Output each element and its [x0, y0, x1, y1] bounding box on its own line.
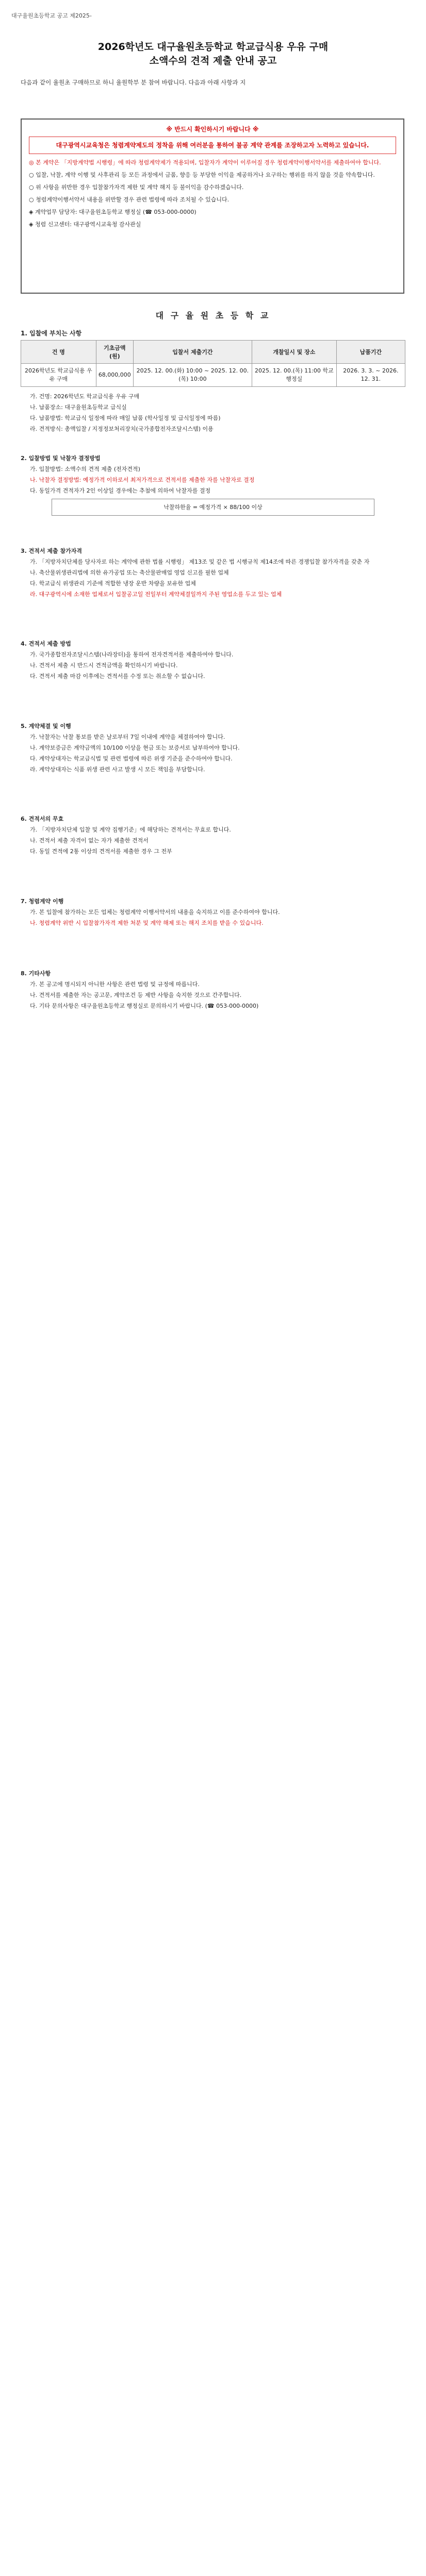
- org-name: 대 구 율 원 초 등 학 교: [155, 311, 271, 320]
- body-line: 나. 낙찰자 결정방법: 예정가격 이하로서 최저가격으로 견적서를 제출한 자를 낙찰자로 결정: [30, 477, 255, 483]
- body-line: 나. 견적서를 제출한 자는 공고문, 계약조건 등 제반 사항을 숙지한 것으로 간주합니다.: [30, 992, 242, 998]
- body-line: 라. 견적방식: 총액입찰 / 지정정보처리장치(국가종합전자조달시스템) 이용: [30, 426, 214, 432]
- body-line: 가. 「지방자치단체 입찰 및 계약 집행기준」에 해당하는 견적서는 무효로 합니다.: [30, 826, 231, 833]
- schedule-cell: 2025. 12. 00.(화) 10:00 ~ 2025. 12. 00.(목) 10:00: [133, 364, 252, 387]
- body-line: 가. 본 입찰에 참가하는 모든 업체는 청렴계약 이행서약서의 내용을 숙지하고 이를 준수하여야 합니다.: [30, 909, 280, 916]
- title-line-1: 2026학년도 대구율원초등학교 학교급식용 우유 구매: [97, 41, 329, 53]
- body-line: 가. 낙찰자는 낙찰 통보를 받은 날로부터 7일 이내에 계약을 체결하여야 합니다.: [30, 734, 225, 740]
- section-3: [21, 546, 405, 600]
- schedule-cell: 2026학년도 학교급식용 우유 구매: [21, 364, 96, 387]
- integrity-notice-box: [21, 118, 404, 294]
- section-title: 4. 견적서 제출 방법: [21, 640, 71, 647]
- schedule-cell: 68,000,000: [96, 364, 133, 387]
- body-line: 나. 청렴계약 위반 시 입찰참가자격 제한 처분 및 계약 해제 또는 해지 조치를 받을 수 있습니다.: [30, 920, 264, 926]
- body-line: 나. 축산물위생관리법에 의한 유가공업 또는 축산물판매업 영업 신고를 필한 업체: [30, 569, 229, 576]
- body-line: 가. 「지방자치단체를 당사자로 하는 계약에 관한 법률 시행령」 제13조 및 같은 법 시행규칙 제14조에 따른 경쟁입찰 참가자격을 갖춘 자: [30, 558, 370, 565]
- section-title: 7. 청렴계약 이행: [21, 898, 64, 905]
- schedule-header-cell: 납품기간: [336, 341, 405, 364]
- section-6: [21, 814, 405, 857]
- body-line: 라. 대구광역시에 소재한 업체로서 입찰공고일 전일부터 계약체결일까지 주된 영업소를 두고 있는 업체: [30, 591, 282, 598]
- body-line: 다. 기타 문의사항은 대구율원초등학교 행정실로 문의하시기 바랍니다. (☎ 053-000-0000): [30, 1003, 259, 1009]
- body-line: 다. 동일가격 견적자가 2인 이상일 경우에는 추첨에 의하여 낙찰자를 결정: [30, 487, 211, 494]
- notice-p3: ○ 위 사항을 위반한 경우 입찰참가자격 제한 및 계약 해지 등 불이익을 감수하겠습니다.: [29, 184, 244, 191]
- body-line: 가. 본 공고에 명시되지 아니한 사항은 관련 법령 및 규정에 따릅니다.: [30, 981, 200, 988]
- body-line: 다. 견적서 제출 마감 이후에는 견적서를 수정 또는 취소할 수 없습니다.: [30, 673, 205, 680]
- section-8: [21, 969, 405, 1012]
- header-note: 대구율원초등학교 공고 제2025-: [11, 12, 92, 19]
- body-line: 라. 계약상대자는 식품 위생 관련 사고 발생 시 모든 책임을 부담합니다.: [30, 766, 205, 773]
- body-line: 가. 건명: 2026학년도 학교급식용 우유 구매: [30, 393, 140, 400]
- section-title: 6. 견적서의 무효: [21, 816, 64, 822]
- section-1-details: [21, 392, 405, 435]
- document-title: [62, 40, 364, 68]
- section-title: 8. 기타사항: [21, 970, 51, 977]
- schedule-row: [21, 364, 405, 387]
- schedule-table: [21, 340, 405, 387]
- section-2: [21, 453, 405, 519]
- schedule-cell: 2025. 12. 00.(목) 11:00 학교 행정실: [252, 364, 336, 387]
- schedule-header-cell: 건 명: [21, 341, 96, 364]
- notice-title: ※ 반드시 확인하시기 바랍니다 ※: [166, 126, 259, 133]
- body-line: 다. 학교급식 위생관리 기준에 적합한 냉장 운반 차량을 보유한 업체: [30, 580, 196, 587]
- notice-p2: ○ 입찰, 낙찰, 계약 이행 및 사후관리 등 모든 과정에서 금품, 향응 등 부당한 이익을 제공하거나 요구하는 행위를 하지 않을 것을 약속합니다.: [29, 172, 375, 178]
- title-line-2: 소액수의 견적 제출 안내 공고: [149, 55, 277, 66]
- schedule-header-cell: 입찰서 제출기간: [133, 341, 252, 364]
- section-5: [21, 721, 405, 775]
- schedule-header-cell: 개찰일시 및 장소: [252, 341, 336, 364]
- body-line: 나. 견적서 제출 시 반드시 견적금액을 확인하시기 바랍니다.: [30, 662, 178, 669]
- body-line: 다. 납품방법: 학교급식 일정에 따라 매일 납품 (학사일정 및 급식일정에 따름): [30, 415, 221, 421]
- section-title: 5. 계약체결 및 이행: [21, 723, 71, 730]
- notice-highlight: 대구광역시교육청은 청렴계약제도의 정착을 위해 여러분을 통하여 불공 계약 관계를 조장하고자 노력하고 있습니다.: [29, 137, 396, 154]
- body-line: 나. 견적서 제출 자격이 없는 자가 제출한 견적서: [30, 837, 149, 844]
- section-7: [21, 896, 405, 929]
- notice-p1: ◎ 본 계약은 「지방계약법 시행령」에 따라 청렴계약제가 적용되며, 입찰자가 계약이 이루어질 경우 청렴계약이행서약서를 제출하여야 합니다.: [29, 159, 381, 166]
- body-line: 나. 납품장소: 대구율원초등학교 급식실: [30, 404, 127, 411]
- body-line: 가. 입찰방법: 소액수의 견적 제출 (전자견적): [30, 466, 140, 472]
- notice-p4: ○ 청렴계약이행서약서 내용을 위반할 경우 관련 법령에 따라 조치될 수 있습니다.: [29, 196, 230, 203]
- section-1-title: 1. 입찰에 부치는 사항: [21, 330, 82, 337]
- section-4: [21, 639, 405, 682]
- schedule-header-cell: 기초금액(원): [96, 341, 133, 364]
- body-line: 다. 계약상대자는 학교급식법 및 관련 법령에 따른 위생 기준을 준수하여야 합니다.: [30, 755, 233, 762]
- body-line: 가. 국가종합전자조달시스템(나라장터)을 통하여 전자견적서를 제출하여야 합니다.: [30, 651, 234, 658]
- body-line: 다. 동일 견적에 2통 이상의 견적서를 제출한 경우 그 전부: [30, 848, 172, 855]
- intro-text: 다음과 같이 율원초 구매하므로 하니 율원학부 분 참여 바랍니다. 다음과 아래 사항과 지: [21, 79, 246, 86]
- formula-box: 낙찰하한율 = 예정가격 × 88/100 이상: [52, 499, 374, 516]
- notice-p6: ◈ 청렴 신고센터: 대구광역시교육청 감사관실: [29, 221, 141, 228]
- schedule-cell: 2026. 3. 3. ~ 2026. 12. 31.: [336, 364, 405, 387]
- section-title: 3. 견적서 제출 참가자격: [21, 548, 82, 554]
- schedule-header-row: [21, 341, 405, 364]
- body-line: 나. 계약보증금은 계약금액의 10/100 이상을 현금 또는 보증서로 납부하여야 합니다.: [30, 744, 240, 751]
- section-title: 2. 입찰방법 및 낙찰자 결정방법: [21, 455, 101, 462]
- notice-p5: ◈ 계약업무 담당자: 대구율원초등학교 행정실 (☎ 053-000-0000): [29, 209, 196, 215]
